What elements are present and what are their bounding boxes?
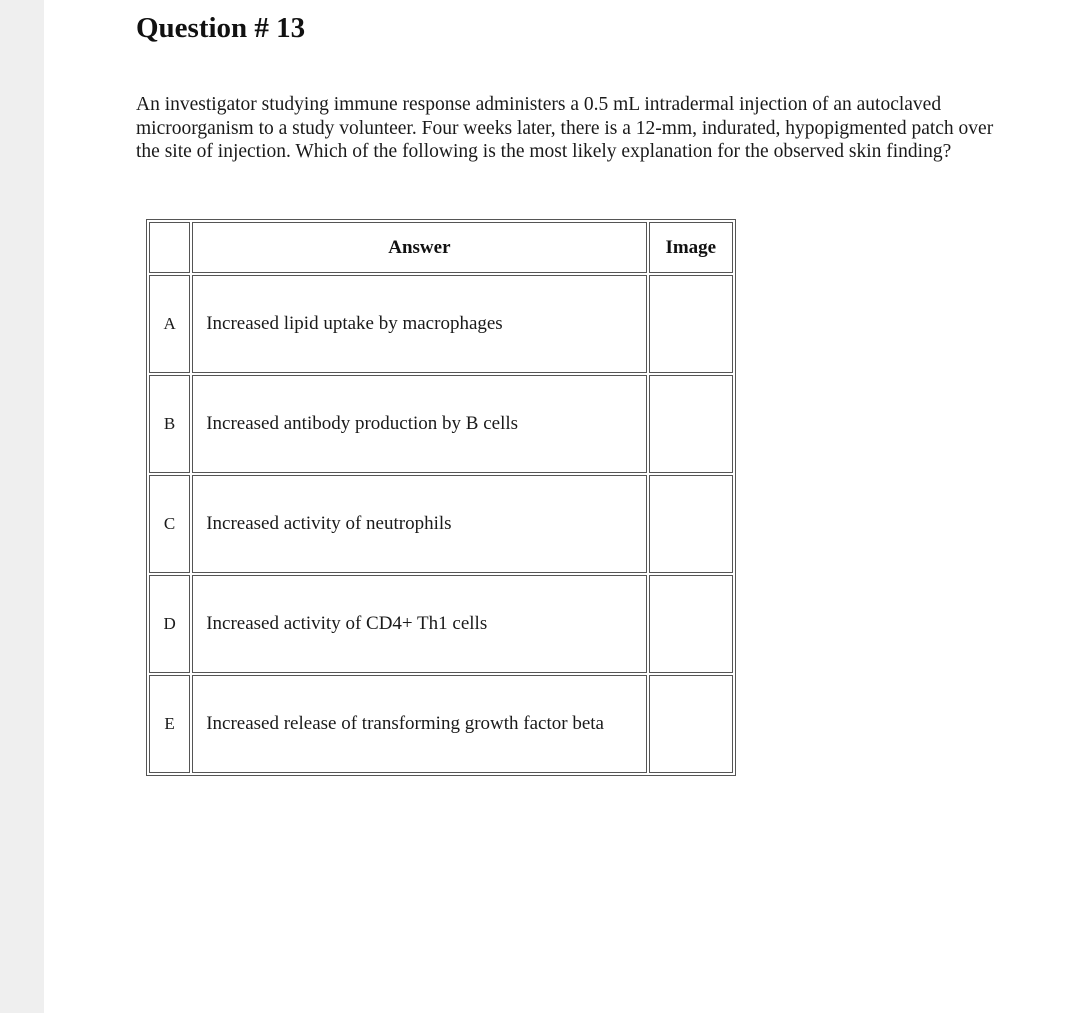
answer-row-e[interactable] <box>149 675 733 773</box>
answer-table <box>146 219 736 776</box>
option-letter: D <box>149 575 190 673</box>
answer-row-c[interactable] <box>149 475 733 573</box>
header-letter <box>149 222 190 273</box>
answer-row-a[interactable] <box>149 275 733 373</box>
option-text[interactable]: Increased activity of CD4+ Th1 cells <box>192 575 646 673</box>
document-page <box>44 0 1080 1013</box>
option-image-cell <box>649 375 733 473</box>
option-image-cell <box>649 675 733 773</box>
header-image: Image <box>649 222 733 273</box>
option-text[interactable]: Increased activity of neutrophils <box>192 475 646 573</box>
option-letter: B <box>149 375 190 473</box>
option-text[interactable]: Increased lipid uptake by macrophages <box>192 275 646 373</box>
answer-row-d[interactable] <box>149 575 733 673</box>
answer-row-b[interactable] <box>149 375 733 473</box>
option-letter: C <box>149 475 190 573</box>
option-image-cell <box>649 275 733 373</box>
question-title: Question # 13 <box>136 12 306 44</box>
option-letter: E <box>149 675 190 773</box>
left-margin-strip <box>0 0 44 1013</box>
option-letter: A <box>149 275 190 373</box>
table-header-row <box>149 222 733 273</box>
header-answer: Answer <box>192 222 646 273</box>
question-stem: An investigator studying immune response administers a 0.5 mL intradermal injection of an autoclaved microorganism to a study volunteer. Four weeks later, there is a 12-mm, indurated, hypopigmented patch over the site of injection. Which of the following is the most likely explanation for the observed skin finding? <box>136 94 994 162</box>
option-text[interactable]: Increased release of transforming growth factor beta <box>192 675 646 773</box>
option-image-cell <box>649 575 733 673</box>
option-text[interactable]: Increased antibody production by B cells <box>192 375 646 473</box>
option-image-cell <box>649 475 733 573</box>
